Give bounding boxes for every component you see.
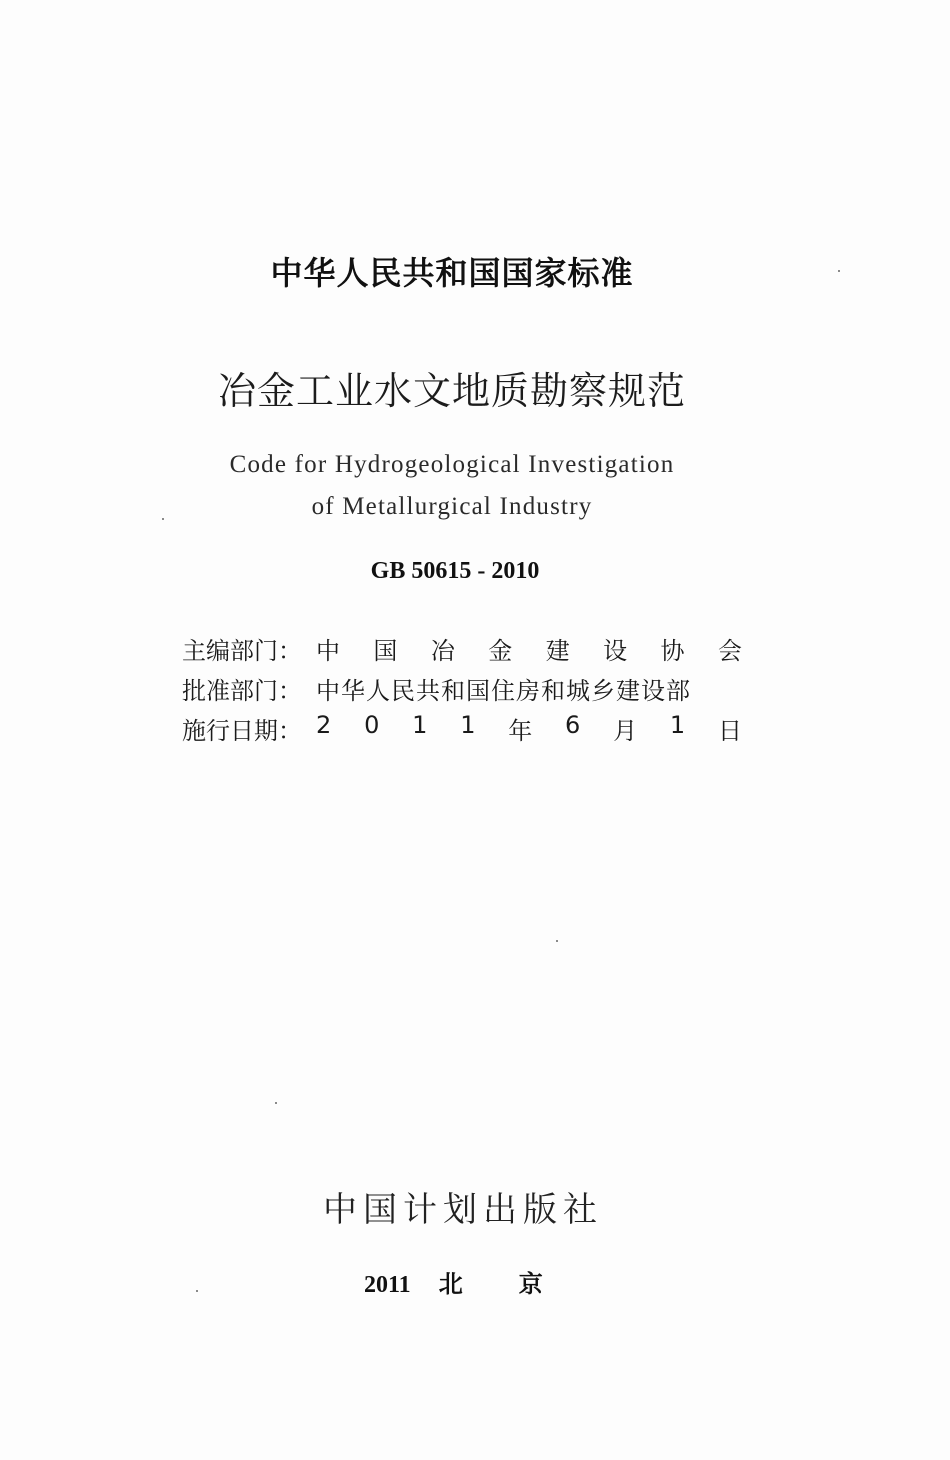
editor-char: 国	[373, 636, 398, 665]
editor-char: 设	[603, 636, 628, 665]
date-char: 0	[364, 710, 380, 739]
date-char: 1	[412, 710, 428, 739]
editor-char: 建	[545, 636, 570, 665]
effective-date-value	[316, 711, 742, 746]
date-char: 6	[565, 710, 581, 739]
scan-speck	[838, 270, 840, 272]
editor-char: 会	[717, 636, 742, 665]
date-char: 日	[717, 716, 742, 745]
editor-row	[182, 628, 742, 668]
standard-code-number: GB 50615 - 2010	[370, 558, 540, 584]
editor-value	[316, 631, 742, 666]
approver-value: 中华人民共和国住房和城乡建设部	[316, 676, 691, 705]
metadata-block	[182, 628, 742, 748]
editor-char: 中	[316, 636, 340, 665]
publication-city	[439, 1264, 543, 1299]
approver-label: 批准部门：	[182, 676, 302, 705]
scan-speck	[196, 1290, 198, 1292]
editor-char: 冶	[430, 636, 455, 665]
editor-label: 主编部门：	[182, 636, 302, 665]
publication-line	[364, 1264, 543, 1299]
approver-row	[182, 668, 742, 708]
date-char: 1	[460, 710, 476, 739]
document-title-english	[0, 444, 904, 528]
scan-speck	[162, 518, 164, 520]
date-char: 1	[669, 710, 686, 739]
date-char: 2	[316, 710, 332, 739]
date-char: 年	[508, 716, 533, 745]
editor-char: 协	[660, 636, 685, 665]
scan-speck	[275, 1102, 277, 1104]
effective-date-row	[182, 708, 742, 748]
publication-year: 2011	[364, 1272, 411, 1298]
document-title-chinese: 冶金工业水文地质勘察规范	[217, 369, 686, 413]
city-char: 北	[438, 1270, 463, 1298]
publisher-name: 中国计划出版社	[323, 1190, 603, 1230]
editor-char: 金	[488, 636, 513, 665]
national-standard-heading: 中华人民共和国国家标准	[270, 254, 634, 292]
city-char: 京	[518, 1270, 543, 1298]
date-char: 月	[613, 716, 638, 745]
title-english-line-2: of Metallurgical Industry	[311, 493, 593, 520]
scan-speck	[556, 940, 558, 942]
effective-date-label: 施行日期：	[182, 716, 302, 745]
title-english-line-1: Code for Hydrogeological Investigation	[229, 451, 675, 478]
